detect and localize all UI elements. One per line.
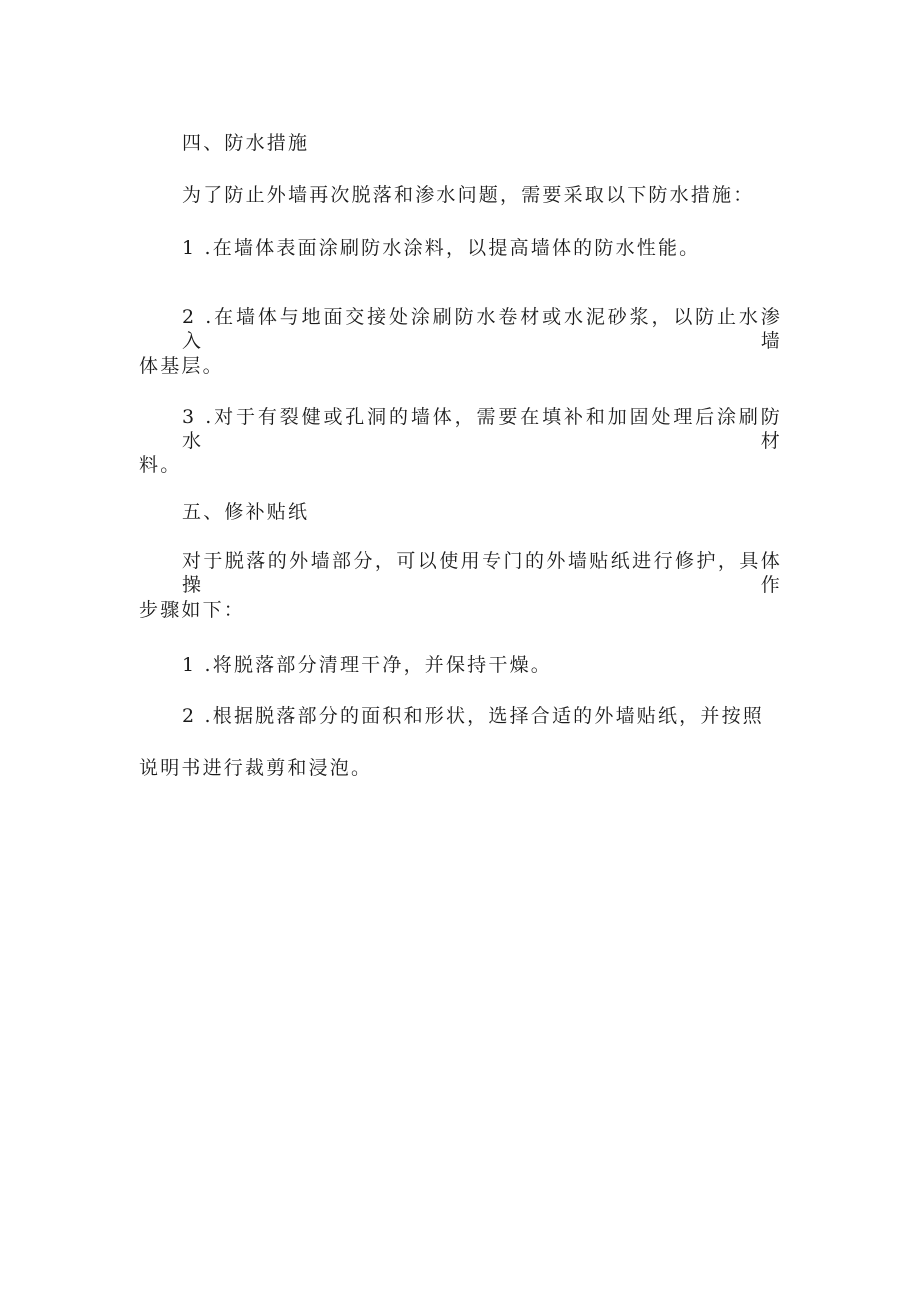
section-5-item-2-line-1: 2 .根据脱落部分的面积和形状，选择合适的外墙贴纸，并按照 [182,705,764,727]
section-5-item-2-line-2: 说明书进行裁剪和浸泡。 [139,757,373,779]
section-4-item-3-line-2: 料。 [139,454,182,476]
section-5-intro-line-2: 步骤如下： [139,599,246,621]
section-4-item-2-line-2: 体基层。 [139,355,224,377]
section-4-heading: 四、防水措施 [182,132,310,154]
section-4-item-1: 1 .在墙体表面涂刷防水涂料，以提高墙体的防水性能。 [182,237,701,259]
section-5-intro-line-1: 对于脱落的外墙部分，可以使用专门的外墙贴纸进行修护，具体操作 [182,550,782,596]
section-4-item-2-line-1: 2 .在墙体与地面交接处涂刷防水卷材或水泥砂浆，以防止水渗入墙 [182,306,782,352]
section-5-item-1: 1 .将脱落部分清理干净，并保持干燥。 [182,654,552,676]
section-5-heading: 五、修补贴纸 [182,501,310,523]
section-4-intro: 为了防止外墙再次脱落和渗水问题，需要采取以下防水措施： [182,184,755,206]
section-4-item-3-line-1: 3 .对于有裂健或孔洞的墙体，需要在填补和加固处理后涂刷防水材 [182,406,782,452]
